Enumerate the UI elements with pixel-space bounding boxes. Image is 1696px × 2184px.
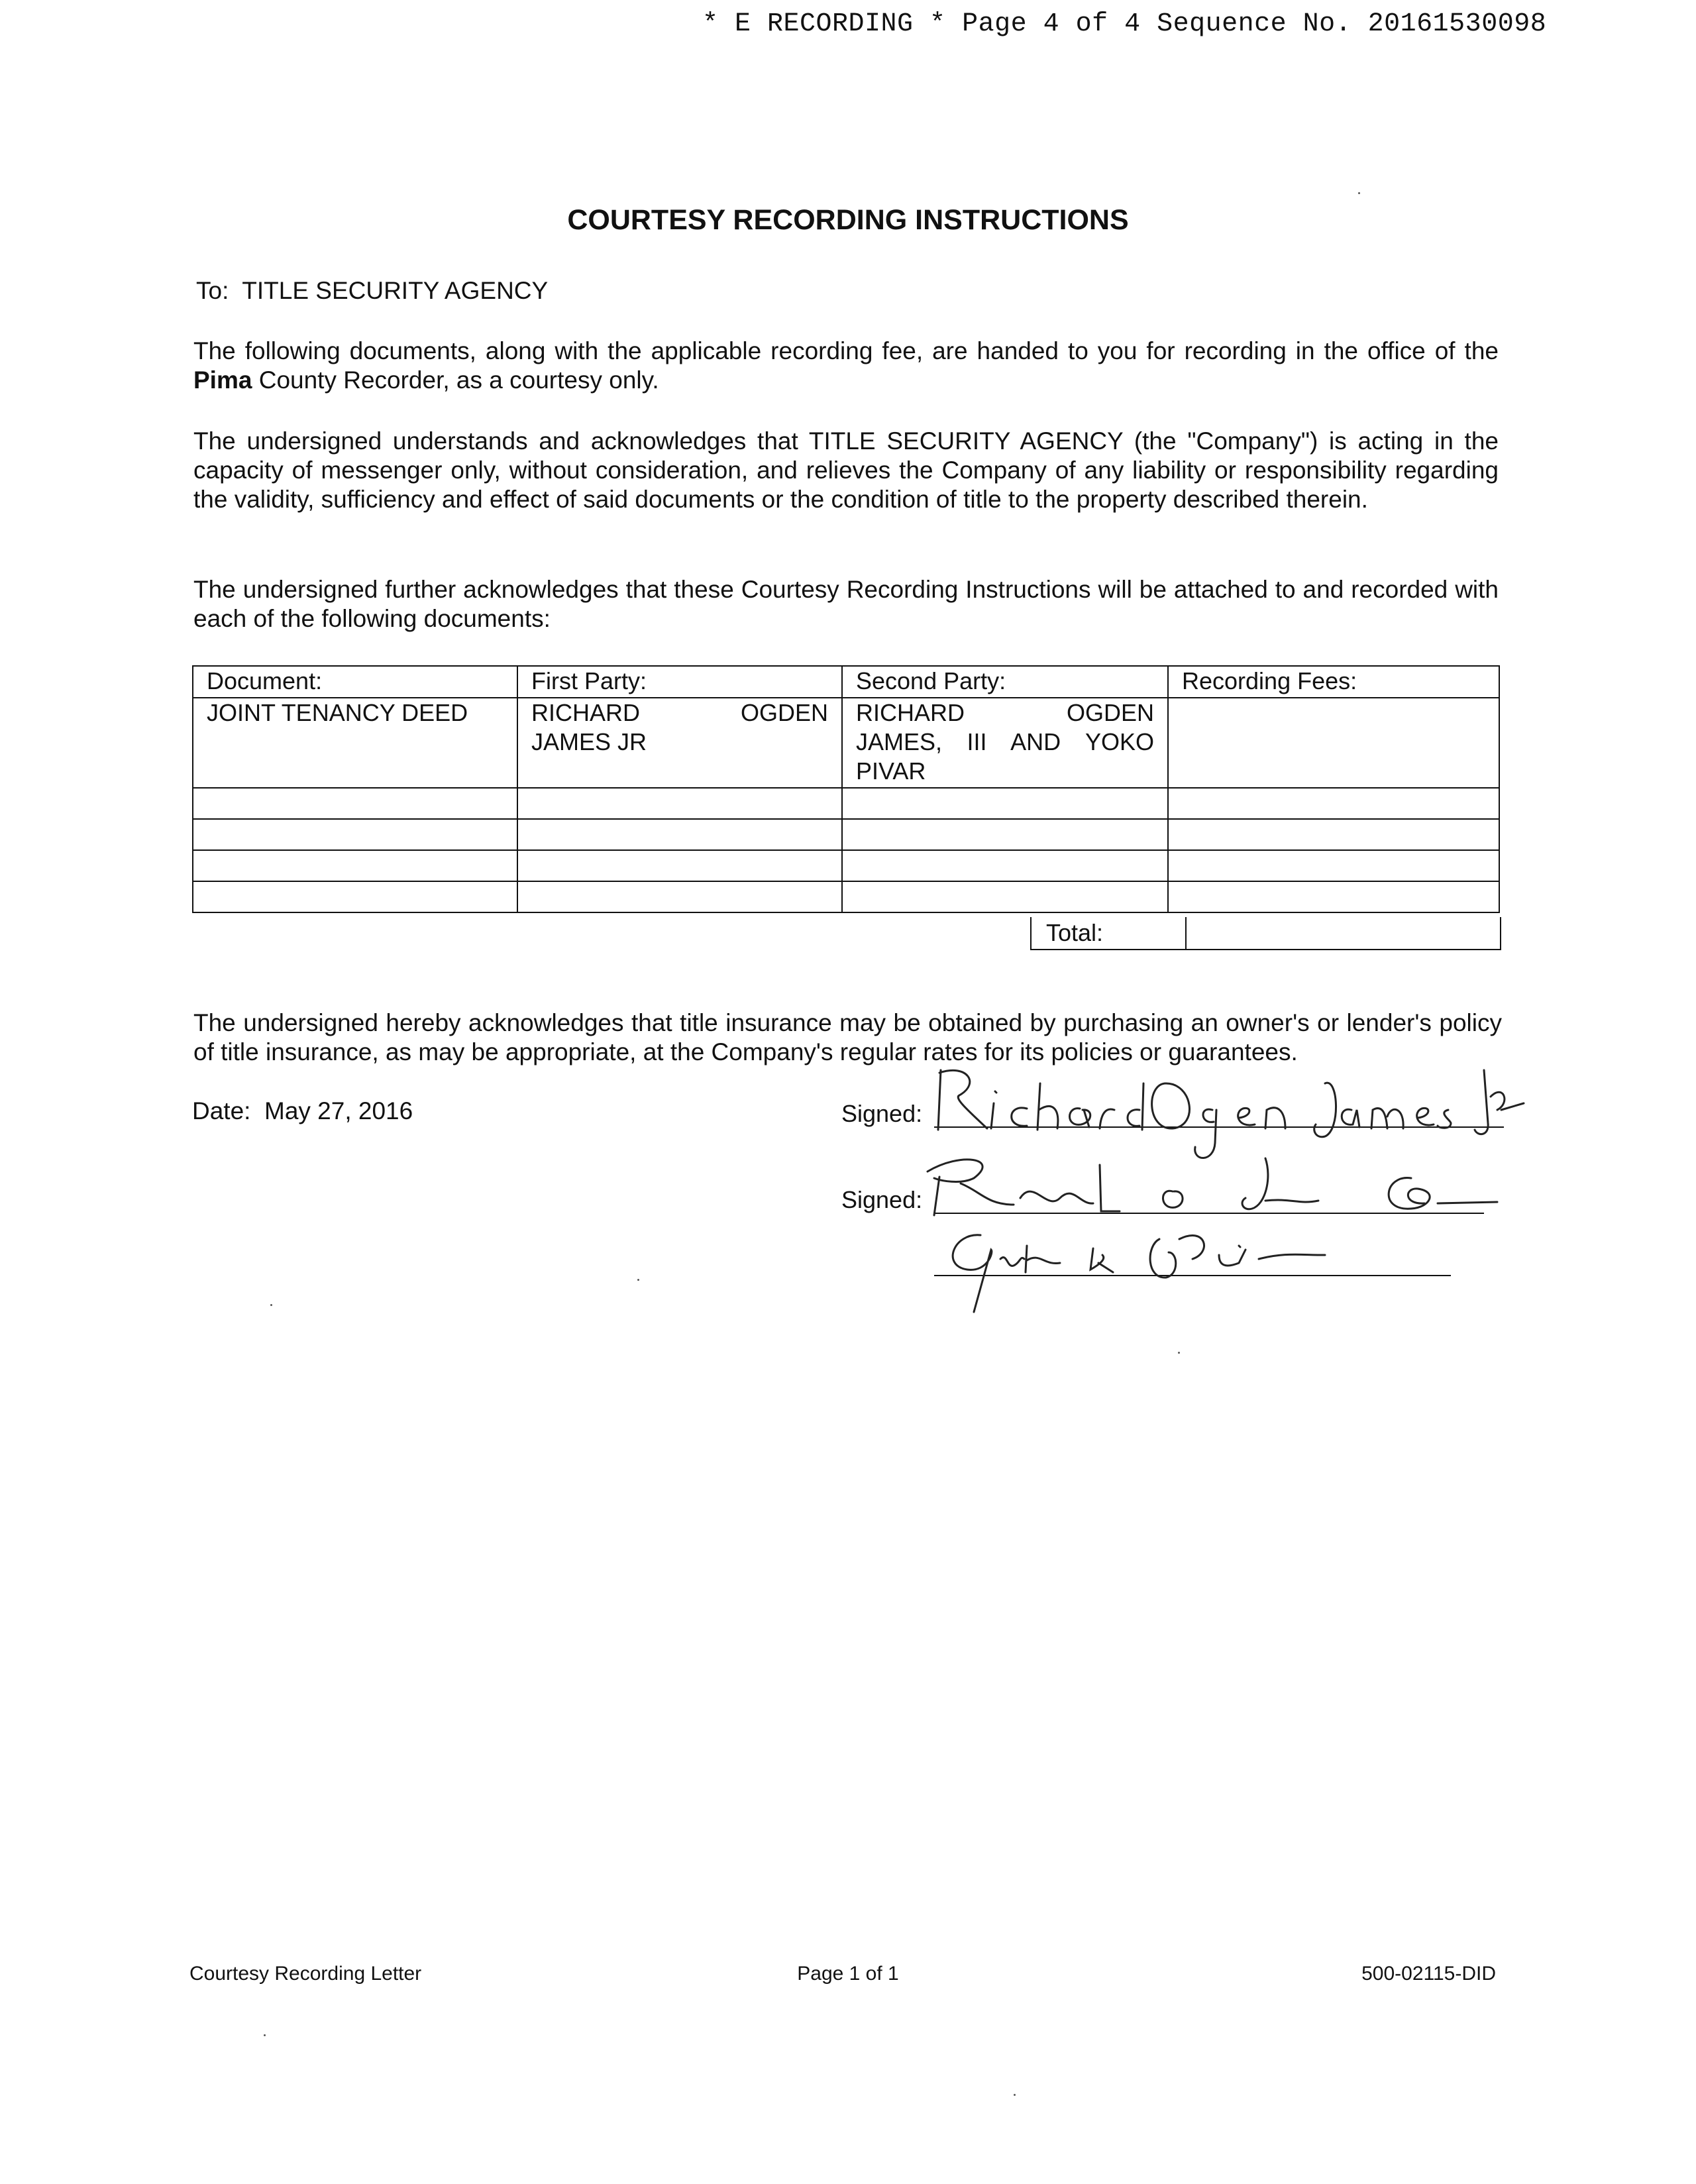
header-document: Document: — [193, 666, 517, 698]
paragraph-acknowledgement: The undersigned understands and acknowledges that TITLE SECURITY AGENCY (the "Company") is acting in the capacity of messenger only, without consideration, and relieves the Company of any liability or responsibility regarding the validity, sufficiency and effect of said documents or the condition of title to the property described therein. — [193, 427, 1499, 513]
second-party-line-3: PIVAR — [856, 757, 926, 785]
scan-speck — [637, 1279, 639, 1281]
header-recording-fees: Recording Fees: — [1168, 666, 1499, 698]
signature-2-image — [921, 1152, 1504, 1225]
table-row — [193, 881, 1499, 912]
footer-page-number: Page 1 of 1 — [797, 1963, 899, 1985]
cell-second-party — [842, 698, 1168, 788]
empty-cell — [842, 788, 1168, 819]
table-header-row — [193, 666, 1499, 698]
total-row — [1030, 917, 1501, 950]
table-row — [193, 850, 1499, 881]
empty-cell — [842, 819, 1168, 850]
empty-cell — [842, 881, 1168, 912]
county-name: Pima — [193, 366, 252, 394]
page-title: COURTESY RECORDING INSTRUCTIONS — [567, 204, 1129, 236]
paragraph1-text-after: County Recorder, as a courtesy only. — [252, 366, 659, 394]
empty-cell — [193, 788, 517, 819]
empty-cell — [517, 788, 842, 819]
table-row — [193, 819, 1499, 850]
second-party-line-1: RICHARD OGDEN — [856, 699, 1154, 726]
date-line — [192, 1097, 413, 1125]
scan-speck — [270, 1304, 272, 1306]
paragraph1-text-before: The following documents, along with the applicable recording fee, are handed to you for recording in the office of the — [193, 337, 1499, 364]
paragraph-recording-request — [193, 337, 1499, 395]
cell-document: JOINT TENANCY DEED — [193, 698, 517, 788]
header-second-party: Second Party: — [842, 666, 1168, 698]
empty-cell — [193, 819, 517, 850]
date-label: Date: — [192, 1097, 251, 1124]
empty-cell — [193, 881, 517, 912]
scan-speck — [1358, 192, 1360, 194]
empty-cell — [517, 819, 842, 850]
to-label: To: — [196, 277, 229, 304]
date-value: May 27, 2016 — [264, 1097, 413, 1124]
paragraph-attachment-notice: The undersigned further acknowledges that these Courtesy Recording Instructions will be attached to and recorded with each of the following documents: — [193, 576, 1499, 632]
table-row — [193, 698, 1499, 788]
paragraph-title-insurance: The undersigned hereby acknowledges that title insurance may be obtained by purchasing an owner's or lender's policy of title insurance, as may be appropriate, at the Company's regular rates for its policies or guarantees. — [193, 1009, 1502, 1065]
documents-table — [192, 665, 1500, 913]
empty-cell — [193, 850, 517, 881]
scan-speck — [1014, 2094, 1016, 2096]
empty-cell — [517, 881, 842, 912]
recording-stamp: * E RECORDING * Page 4 of 4 Sequence No. 20161530098 — [702, 9, 1547, 39]
total-label: Total: — [1032, 917, 1187, 949]
table-row — [193, 788, 1499, 819]
cell-recording-fees — [1168, 698, 1499, 788]
cell-first-party — [517, 698, 842, 788]
empty-cell — [842, 850, 1168, 881]
scan-speck — [1178, 1352, 1180, 1354]
footer-form-code: 500-02115-DID — [1361, 1963, 1496, 1985]
first-party-line-1: RICHARD OGDEN — [531, 699, 828, 726]
empty-cell — [517, 850, 842, 881]
signature-3-image — [928, 1226, 1404, 1319]
first-party-line-2: JAMES JR — [531, 728, 647, 755]
to-recipient: TITLE SECURITY AGENCY — [242, 277, 549, 304]
scan-speck — [264, 2034, 266, 2036]
empty-cell — [1168, 788, 1499, 819]
second-party-line-2: JAMES, III AND YOKO — [856, 728, 1154, 755]
footer-form-name: Courtesy Recording Letter — [189, 1963, 422, 1985]
empty-cell — [1168, 881, 1499, 912]
to-line — [196, 277, 548, 305]
signed-label-2: Signed: — [841, 1186, 923, 1213]
header-first-party: First Party: — [517, 666, 842, 698]
empty-cell — [1168, 850, 1499, 881]
empty-cell — [1168, 819, 1499, 850]
signed-label-1: Signed: — [841, 1100, 923, 1127]
